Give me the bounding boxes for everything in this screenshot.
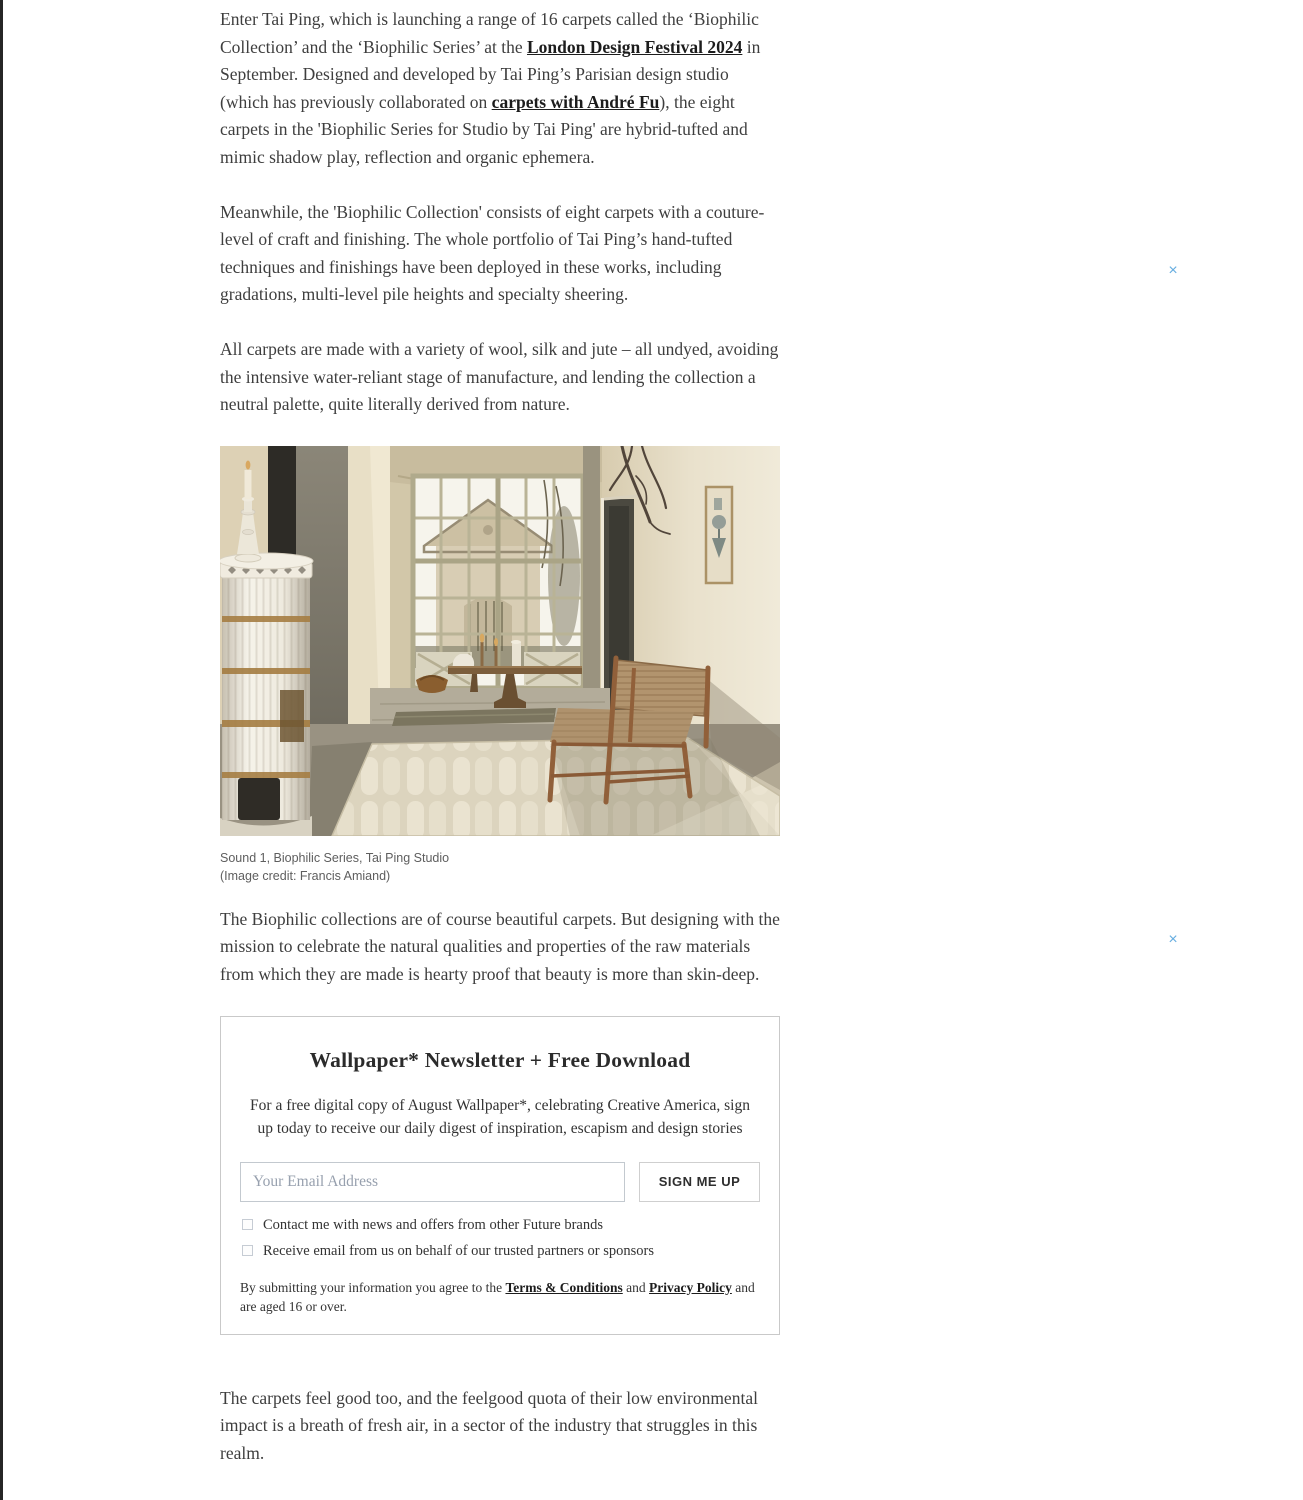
article-image	[220, 446, 780, 836]
checkbox-label: Contact me with news and offers from other Future brands	[263, 1216, 603, 1233]
article-body	[220, 0, 780, 1494]
photo-basket	[416, 675, 448, 693]
link-london-design-festival[interactable]: London Design Festival 2024	[526, 36, 743, 57]
privacy-policy-link[interactable]: Privacy Policy	[649, 1279, 732, 1295]
paragraph-text: in September. Designed and developed by Tai Ping’s Parisian design studio (which has previously collaborated on	[220, 36, 761, 112]
newsletter-disclaimer	[240, 1278, 760, 1316]
terms-conditions-link[interactable]: Terms & Conditions	[505, 1279, 623, 1295]
photo-framed-art	[706, 487, 732, 583]
interior-photo-illustration	[220, 446, 780, 836]
image-caption: Sound 1, Biophilic Series, Tai Ping Studio	[220, 850, 450, 865]
checkbox-label: Receive email from us on behalf of our trusted partners or sponsors	[263, 1242, 654, 1259]
disclaimer-text: and	[622, 1279, 649, 1295]
checkbox-row-future-brands[interactable]	[240, 1217, 760, 1233]
newsletter-description: For a free digital copy of August Wallpaper*, celebrating Creative America, sign up today to receive our daily digest of inspiration, escapism and design stories	[250, 1096, 750, 1137]
disclaimer-text: By submitting your information you agree to the	[240, 1279, 506, 1295]
paragraph-1	[220, 6, 780, 172]
paragraph-4: The Biophilic collections are of course beautiful carpets. But designing with the mission to celebrate the natural qualities and properties of the raw materials from which they are made is hearty proof that beauty is more than skin-deep.	[220, 908, 780, 984]
newsletter-form	[240, 1162, 760, 1202]
image-credit: (Image credit: Francis Amiand)	[220, 868, 391, 883]
article-image-figure	[220, 446, 780, 885]
paragraph-5: The carpets feel good too, and the feelgood quota of their low environmental impact is a breath of fresh air, in a sector of the industry that struggles in this realm.	[220, 1387, 758, 1463]
paragraph-text: ), the eight carpets in the 'Biophilic Series for Studio by Tai Ping' are hybrid-tufted and mimic shadow play, reflection and organic ephemera.	[220, 91, 748, 167]
checkbox-row-partners[interactable]	[240, 1243, 760, 1259]
sign-me-up-button[interactable]: SIGN ME UP	[639, 1162, 760, 1202]
checkbox-partners[interactable]	[242, 1245, 253, 1256]
paragraph-2: Meanwhile, the 'Biophilic Collection' consists of eight carpets with a couture-level of craft and finishing. The whole portfolio of Tai Ping’s hand-tufted techniques and finishings have been deployed in these works, including gradations, multi-level pile heights and specialty sheering.	[220, 201, 765, 305]
newsletter-signup-box	[220, 1016, 780, 1335]
paragraph-3: All carpets are made with a variety of wool, silk and jute – all undyed, avoiding the intensive water-reliant stage of manufacture, and lending the collection a neutral palette, quite literally derived from nature.	[220, 338, 779, 415]
disclaimer-text: and are aged 16 or over.	[240, 1279, 755, 1314]
page-left-border	[0, 0, 3, 1500]
newsletter-title: Wallpaper* Newsletter + Free Download	[309, 1047, 691, 1072]
email-input[interactable]	[240, 1162, 625, 1202]
paragraph-text: Enter Tai Ping, which is launching a range of 16 carpets called the ‘Biophilic Collection’ and the ‘Biophilic Series’ at the	[220, 9, 759, 57]
link-carpets-andre-fu[interactable]: carpets with André Fu	[491, 91, 660, 112]
ad-close-icon[interactable]: ×	[1164, 262, 1182, 280]
ad-close-icon[interactable]: ×	[1164, 931, 1182, 949]
checkbox-future-brands[interactable]	[242, 1219, 253, 1230]
